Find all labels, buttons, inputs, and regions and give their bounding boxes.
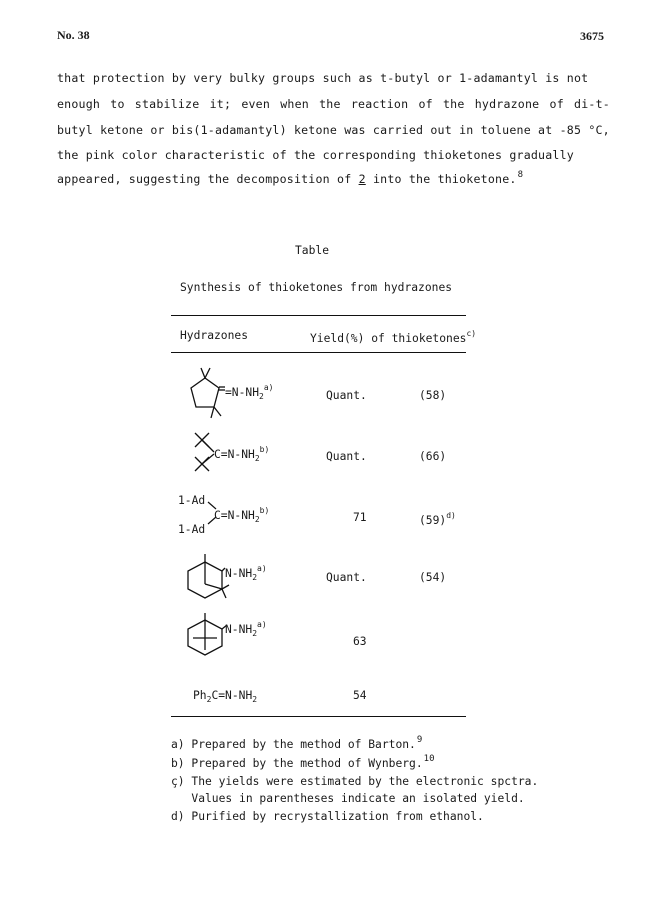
table-header-rule — [171, 352, 466, 353]
hydrazone-6 — [193, 689, 257, 704]
body-line-5-end: into the thioketone. — [372, 172, 517, 186]
body-line-5 — [57, 172, 523, 186]
hydrazone-3 — [214, 506, 269, 524]
page-number: 3675 — [580, 29, 604, 43]
footnote-mark-c: c) — [466, 329, 477, 338]
isolated-yield-3-note: d) — [446, 511, 456, 520]
table-bottom-rule — [171, 716, 466, 717]
column-header-hydrazones: Hydrazones — [180, 329, 249, 342]
hydrazone-2-note: b) — [259, 445, 270, 454]
column-header-yield-label: Yield(%) of thioketones — [310, 332, 467, 345]
yield-1: Quant. — [326, 389, 367, 402]
body-line-1: that protection by very bulky groups such as t-butyl or 1-adamantyl is not — [57, 71, 589, 85]
footnote-c-continued: Values in parentheses indicate an isolated yield. — [171, 792, 525, 805]
table-caption: Synthesis of thioketones from hydrazones — [180, 281, 453, 294]
hydrazone-1-subscript: 2 — [259, 392, 264, 401]
yield-2: Quant. — [326, 450, 367, 463]
hydrazone-6-prefix-subscript: 2 — [206, 695, 212, 704]
compound-number: 2 — [358, 172, 366, 186]
column-header-yield — [310, 329, 476, 345]
isolated-yield-1: (58) — [419, 389, 447, 402]
hydrazone-1 — [225, 383, 273, 401]
isolated-yield-3-value: (59) — [419, 514, 447, 527]
hydrazone-4-subscript: 2 — [252, 573, 258, 582]
hydrazone-6-formula: C=N-NH — [211, 689, 253, 702]
isolated-yield-3 — [419, 511, 456, 527]
footnote-b-text: b) Prepared by the method of Wynberg. — [171, 757, 423, 770]
hydrazone-3-note: b) — [259, 506, 270, 515]
body-line-2: enough to stabilize it; even when the reaction of the hydrazone of di-t- — [57, 97, 610, 111]
hydrazone-2-formula: C=N-NH — [214, 448, 255, 461]
yield-3: 71 — [353, 511, 367, 524]
hydrazone-4-note: a) — [257, 564, 267, 573]
yield-4: Quant. — [326, 571, 367, 584]
adamantyl-bottom-label: 1-Ad — [178, 523, 206, 536]
body-line-3: butyl ketone or bis(1-adamantyl) ketone was carried out in toluene at -85 °C, — [57, 123, 610, 137]
reference-8: 8 — [517, 170, 524, 180]
hydrazone-6-subscript: 2 — [252, 695, 258, 704]
body-line-4: the pink color characteristic of the corresponding thioketones gradually — [57, 148, 574, 162]
footnote-d: d) Purified by recrystallization from ethanol. — [171, 810, 484, 823]
structure-fenchone — [181, 552, 231, 606]
hydrazone-6-prefix: Ph — [193, 689, 207, 702]
hydrazone-5 — [225, 620, 267, 638]
footnote-a — [171, 735, 423, 751]
hydrazone-1-formula: =N-NH — [225, 386, 260, 399]
reference-9: 9 — [416, 735, 423, 745]
body-line-5-start: appeared, suggesting the decomposition of — [57, 172, 352, 186]
hydrazone-4-formula: N-NH — [225, 567, 253, 580]
adamantyl-top-label: 1-Ad — [178, 494, 206, 507]
hydrazone-2-subscript: 2 — [254, 454, 260, 463]
footnote-a-text: a) Prepared by the method of Barton. — [171, 738, 416, 751]
hydrazone-2 — [214, 445, 269, 463]
yield-6: 54 — [353, 689, 367, 702]
hydrazone-5-subscript: 2 — [252, 629, 258, 638]
journal-issue-number: No. 38 — [57, 28, 90, 42]
isolated-yield-4: (54) — [419, 571, 447, 584]
footnote-b — [171, 754, 435, 770]
hydrazone-3-formula: C=N-NH — [214, 509, 255, 522]
hydrazone-3-subscript: 2 — [254, 515, 260, 524]
hydrazone-4 — [225, 564, 267, 582]
table-label: Table — [295, 244, 330, 257]
table-top-rule — [171, 315, 466, 316]
reference-10: 10 — [423, 754, 435, 764]
hydrazone-5-formula: N-NH — [225, 623, 253, 636]
isolated-yield-2: (66) — [419, 450, 447, 463]
footnote-c: ç) The yields were estimated by the electronic spctra. — [171, 775, 539, 788]
hydrazone-5-note: a) — [257, 620, 267, 629]
hydrazone-1-note: a) — [263, 383, 274, 392]
yield-5: 63 — [353, 635, 367, 648]
